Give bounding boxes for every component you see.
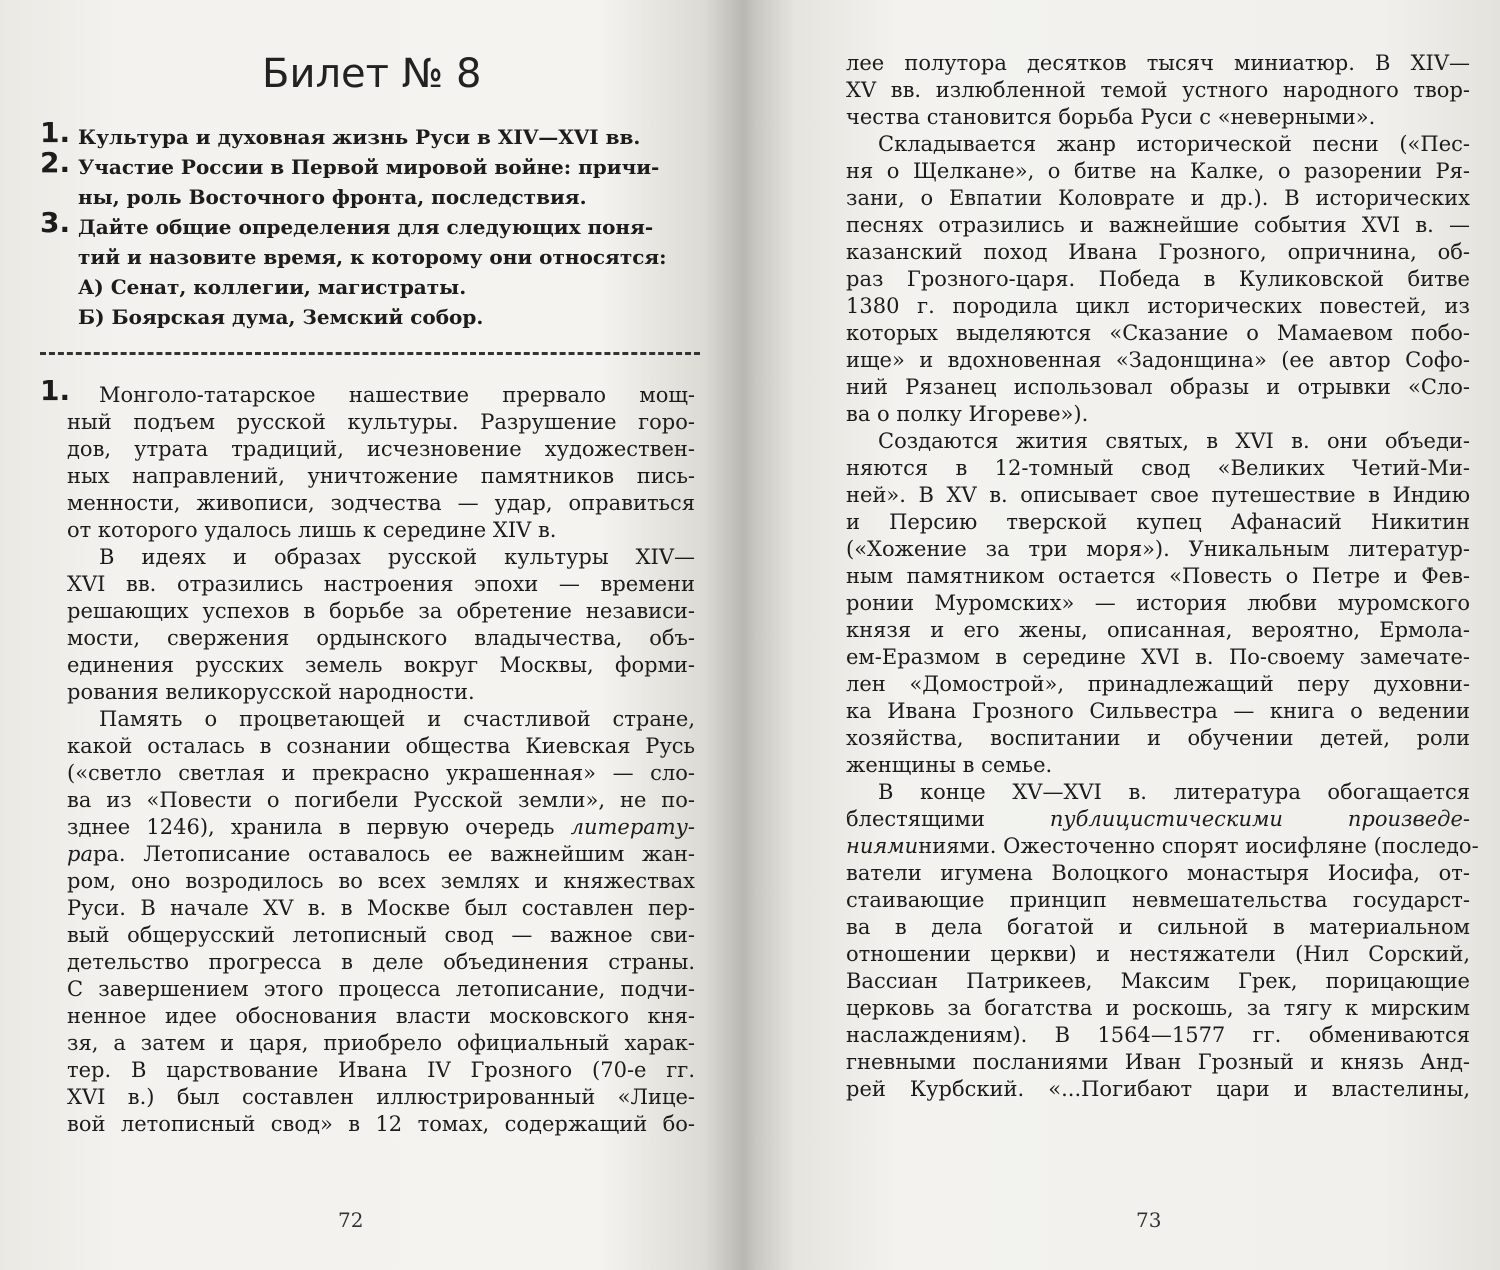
text-line: детельство прогресса в деле объединения страны. [67, 950, 695, 974]
text-line: церковь за богатства и роскошь, за тягу к мирским [846, 996, 1470, 1020]
text-line: какой осталась в сознании общества Киевская Русь [67, 734, 695, 758]
question-number: 1. [40, 116, 71, 149]
text-line: 1380 г. породила цикл исторических повестей, из [846, 294, 1470, 318]
text-line-with-italic [846, 833, 1479, 860]
text-line: вый общерусский летописный свод — важное сви- [67, 923, 695, 947]
text-line: ва о полку Игореве»). [846, 402, 1089, 426]
text-line: ненное идее обоснования власти московского кня- [67, 1004, 695, 1028]
text-line: («Хожение за три моря»). Уникальным литератур- [846, 537, 1470, 561]
text-line: ва в дела богатой и сильной в материальном [846, 915, 1470, 939]
text-line: («светло светлая и прекрасно украшенная» — сло- [67, 761, 695, 785]
text-line-with-italic [67, 814, 695, 841]
text-line: хозяйства, воспитании и обучении детей, роли [846, 726, 1470, 750]
left-body-text [67, 382, 695, 1138]
text-line-with-italic [67, 841, 695, 868]
text-line: единения русских земель вокруг Москвы, форми- [67, 653, 695, 677]
italic-term: публицистическими произведе- [1049, 807, 1470, 831]
text-line: решающих успехов в борьбе за обретение независи- [67, 599, 695, 623]
text-line: лен «Домострой», принадлежащий перу духовни- [846, 672, 1470, 696]
text-line: от которого удалось лишь к середине XIV в. [67, 518, 557, 542]
text-line: ный подъем русской культуры. Разрушение горо- [67, 410, 695, 434]
text-line: В конце XV—XVI в. литература обогащается [878, 780, 1470, 804]
question-number: 3. [40, 206, 71, 239]
question-list [40, 116, 705, 332]
text-line: ище» и вдохновенная «Задонщина» (ее автор Софо- [846, 348, 1470, 372]
text-line: чества становится борьба Руси с «неверными». [846, 105, 1376, 129]
right-body-text [846, 50, 1479, 1103]
text-line: рей Курбский. «...Погибают цари и властелины, [846, 1077, 1470, 1101]
text-line: рования великорусской народности. [67, 680, 475, 704]
page-number: 73 [1136, 1208, 1162, 1232]
question-line: ны, роль Восточного фронта, последствия. [78, 185, 587, 209]
question-2 [40, 146, 705, 212]
text-line: ем-Еразмом в середине XVI в. По-своему замечате- [846, 645, 1470, 669]
left-page [0, 0, 745, 1270]
text-line: Руси. В начале XV в. в Москве был составлен пер- [67, 896, 695, 920]
question-line: Культура и духовная жизнь Руси в XIV—XVI вв. [78, 125, 641, 149]
text-line: князя и его жены, описанная, вероятно, Ермола- [846, 618, 1470, 642]
text-fragment: зднее 1246), хранила в первую очередь [67, 815, 555, 839]
dashed-separator [40, 352, 700, 355]
text-line: ным памятником остается «Повесть о Петре и Фев- [846, 564, 1470, 588]
text-line: гневными посланиями Иван Грозный и князь Анд- [846, 1050, 1470, 1074]
question-line: А) Сенат, коллегии, магистраты. [78, 275, 467, 299]
text-line: XVI вв. отразились настроения эпохи — времени [67, 572, 695, 596]
text-line: ка Ивана Грозного Сильвестра — книга о ведении [846, 699, 1470, 723]
text-line: дов, утрата традиций, исчезновение художествен- [67, 437, 695, 461]
text-line: В идеях и образах русской культуры XIV— [99, 545, 695, 569]
text-line: ватели игумена Волоцкого монастыря Иосифа, от- [846, 861, 1470, 885]
text-line: менности, живописи, зодчества — удар, оправиться [67, 491, 695, 515]
question-1 [40, 116, 705, 152]
text-line: и Персию тверской купец Афанасий Никитин [846, 510, 1470, 534]
text-line: ний Рязанец использовал образы и отрывки «Сло- [846, 375, 1470, 399]
text-line: наслаждениям). В 1564—1577 гг. обмениваются [846, 1023, 1470, 1047]
text-line: Складывается жанр исторической песни («Пес- [878, 132, 1470, 156]
text-line: тер. В царствование Ивана IV Грозного (70-е гг. [67, 1058, 695, 1082]
text-line: ва из «Повести о погибели Русской земли», не по- [67, 788, 695, 812]
text-line: XVI в.) был составлен иллюстрированный «Лице- [67, 1085, 695, 1109]
ticket-title: Билет № 8 [262, 51, 482, 97]
text-line: женщины в семье. [846, 753, 1053, 777]
text-line: раз Грозного-царя. Победа в Куликовской битве [846, 267, 1470, 291]
text-line: Память о процветающей и счастливой стране, [99, 707, 695, 731]
text-line: стаивающие принцип невмешательства государст- [846, 888, 1470, 912]
text-line: казанский поход Ивана Грозного, опричнина, об- [846, 240, 1470, 264]
italic-term: литерату- [570, 815, 695, 839]
question-number: 2. [40, 146, 71, 179]
text-line: вой летописный свод» в 12 томах, содержащий бо- [67, 1112, 695, 1136]
text-line: няются в 12-томный свод «Великих Четий-Ми- [846, 456, 1470, 480]
text-fragment: ниями. Ожесточенно спорят иосифляне (последо- [918, 834, 1479, 858]
italic-term: ра [67, 842, 93, 866]
question-line: Участие России в Первой мировой войне: причи- [78, 155, 660, 179]
text-line: которых выделяются «Сказание о Мамаевом побо- [846, 321, 1470, 345]
text-line: ронии Муромских» — история любви муромского [846, 591, 1470, 615]
text-line: Создаются жития святых, в XVI в. они объеди- [878, 429, 1470, 453]
text-line: XV вв. излюбленной темой устного народного твор- [846, 78, 1470, 102]
question-line: тий и назовите время, к которому они относятся: [78, 245, 667, 269]
text-line: зани, о Евпатии Коловрате и др.). В исторических [846, 186, 1470, 210]
text-line: ней». В XV в. описывает свое путешествие в Индию [846, 483, 1470, 507]
answer-number: 1. [40, 374, 71, 407]
text-line: ня о Щелкане», о битве на Калке, о разорении Ря- [846, 159, 1470, 183]
text-line: Вассиан Патрикеев, Максим Грек, порицающие [846, 969, 1470, 993]
text-line: ных направлений, уничтожение памятников пись- [67, 464, 695, 488]
question-3 [40, 206, 705, 332]
question-line: Б) Боярская дума, Земский собор. [78, 305, 484, 329]
text-line: песнях отразились и важнейшие события XVI в. — [846, 213, 1470, 237]
text-line: отношении церкви) и нестяжатели (Нил Сорский, [846, 942, 1470, 966]
text-fragment: блестящими [846, 807, 985, 831]
text-line: С завершением этого процесса летописание, подчи- [67, 977, 695, 1001]
italic-term: ниями [846, 834, 919, 858]
text-fragment: ра. Летописание оставалось ее важнейшим жан- [92, 842, 695, 866]
text-line: Монголо-татарское нашествие прервало мощ- [99, 383, 695, 407]
text-line: зя, а затем и царя, приобрело официальный харак- [67, 1031, 695, 1055]
text-line: лее полутора десятков тысяч миниатюр. В XIV— [846, 51, 1470, 75]
text-line-with-italic [846, 806, 1470, 833]
question-line: Дайте общие определения для следующих поня- [78, 215, 654, 239]
text-line: мости, свержения ордынского владычества, объ- [67, 626, 695, 650]
page-number: 72 [338, 1208, 364, 1232]
text-line: ром, оно возродилось во всех землях и княжествах [67, 869, 695, 893]
